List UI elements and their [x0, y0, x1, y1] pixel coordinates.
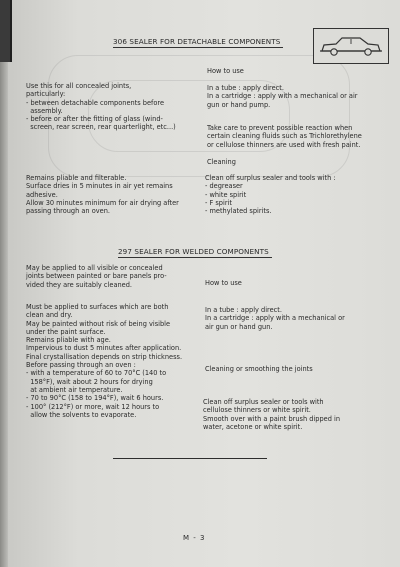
section2-how-text: In a tube : apply direct. In a cartridge : apply with a mechanical or air gun or hand gun.	[205, 306, 345, 331]
section1-how-heading: How to use	[207, 67, 244, 75]
section1-title-underline	[113, 47, 283, 48]
section-tab-mark	[0, 0, 12, 62]
section1-cleaning-text: Clean off surplus sealer and tools with : - degreaser - white spirit - F spirit - methylated spirits.	[205, 174, 336, 216]
section2-apply-text: May be applied to all visible or concealed joints between painted or bare panels pro- vided they are suitably cleaned.	[26, 264, 167, 289]
section1-use-text: Use this for all concealed joints, particularly: - between detachable components before assembly. - before or after the fitting of glass (wind- screen, rear screen, rear quarterlight, etc...)	[26, 82, 176, 132]
page-binding	[0, 0, 8, 567]
page-number: M - 3	[183, 534, 206, 542]
section2-cleaning-heading: Cleaning or smoothing the joints	[205, 365, 313, 373]
section2-title-underline	[118, 257, 272, 258]
section2-properties: Must be applied to surfaces which are both clean and dry. May be painted without risk of being visible under the paint surface. Remains pliable with age. Impervious to dust 5 minutes after application. Final crystallisation depends on strip thickness. Before passing through an oven : - with a temperature of 60 to 70°C (140 to 158°F), wait about 2 hours for drying at ambient air temperature. - 70 to 90°C (158 to 194°F), wait 6 hours. - 100° (212°F) or more, wait 12 hours to allow the solvents to evaporate.	[26, 303, 183, 419]
section2-title: 297 SEALER FOR WELDED COMPONENTS	[118, 247, 269, 256]
section-end-rule	[113, 458, 267, 459]
section1-title: 306 SEALER FOR DETACHABLE COMPONENTS	[113, 37, 281, 46]
section1-precaution: Take care to prevent possible reaction when certain cleaning fluids such as Trichlorethylene or cellulose thinners are used with fresh paint.	[207, 124, 362, 149]
section2-cleaning-text: Clean off surplus sealer or tools with cellulose thinners or white spirit. Smooth over with a paint brush dipped in water, acetone or white spirit.	[203, 398, 341, 431]
car-illustration-box	[313, 28, 389, 64]
car-icon	[314, 29, 388, 63]
section1-properties: Remains pliable and filterable. Surface dries in 5 minutes in air yet remains adhesive. Allow 30 minutes minimum for air drying after passing through an oven.	[26, 174, 179, 216]
section2-how-heading: How to use	[205, 279, 242, 287]
section1-how-text: In a tube : apply direct. In a cartridge : apply with a mechanical or air gun or hand pump.	[207, 84, 358, 109]
section1-cleaning-heading: Cleaning	[207, 158, 236, 166]
